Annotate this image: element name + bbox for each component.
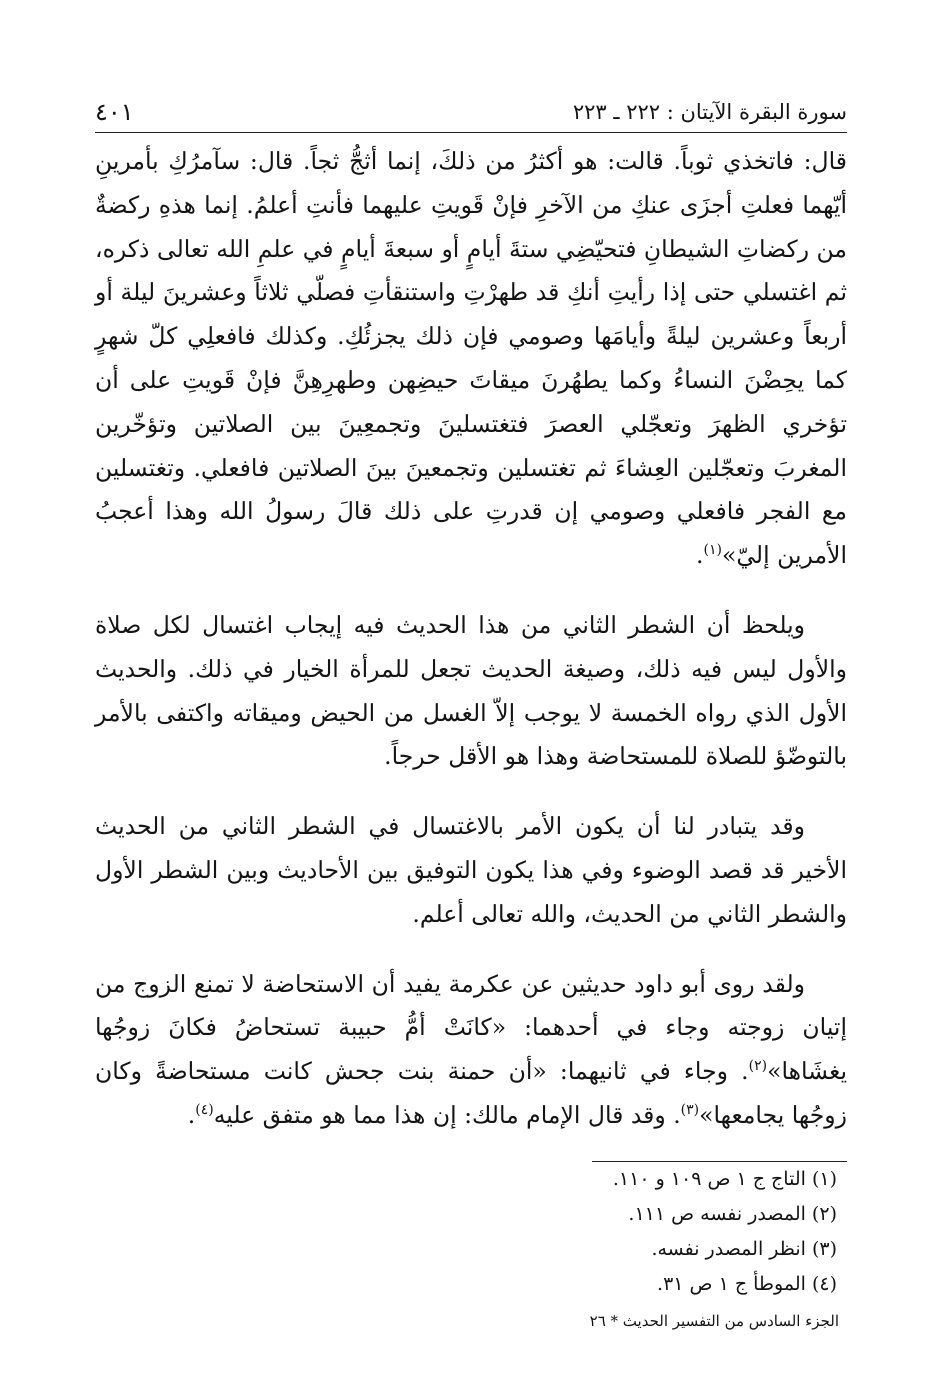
footnote-3: (٣) انظر المصدر نفسه.	[651, 1238, 837, 1261]
footnote-2: (٢) المصدر نفسه ص ١١١.	[628, 1203, 837, 1226]
footnote-marker-2: (٢)	[748, 1058, 768, 1075]
paragraph-1: ويلحظ أن الشطر الثاني من هذا الحديث فيه إيجاب اغتسال لكل صلاة والأول ليس فيه ذلك، وصيغة الحديث تجعل للمرأة الخيار في ذلك. والحديث الأول الذي رواه الخمسة لا يوجب إلاّ الغسل من الحيض وميقاته واكتفى بالأمر بالتوضّؤ للصلاة للمستحاضة وهذا هو الأقل حرجاً.	[95, 610, 847, 771]
footnote-marker-1: (١)	[703, 542, 722, 559]
paragraph-3	[95, 963, 847, 1138]
paragraph-3-part-2: . وجاء في ثانيهما: «أن حمنة بنت جحش كانت مستحاضةً وكان زوجُها يجامعها»	[95, 1057, 847, 1129]
footnote-1: (١) التاج ج ١ ص ١٠٩ و ١١٠.	[612, 1168, 837, 1191]
signature-line: الجزء السادس من التفسير الحديث * ٢٦	[589, 1312, 839, 1331]
quote-end: .	[696, 541, 704, 570]
running-title: سورة البقرة الآيتان : ٢٢٢ ـ ٢٢٣	[572, 100, 847, 124]
hadith-quote	[95, 140, 847, 578]
page-header	[95, 92, 847, 133]
paragraph-3-part-3: . وقد قال الإمام مالك: إن هذا مما هو متفق عليه	[213, 1100, 681, 1129]
page-number: ٤٠١	[95, 98, 134, 126]
quote-text: قال: فاتخذي ثوباً. قالت: هو أكثرُ من ذلكَ، إنما أثجُّ ثجاً. قال: سآمرُكِ بأمرينِ أيّهما فعلتِ أجزَى عنكِ من الآخرِ فإنْ قَويتِ عليهما فأنتِ أعلمُ. إنما هذهِ ركضةٌ من ركضاتِ الشيطانِ فتحيّضِي ستةَ أيامٍ أو سبعةَ أيامٍ في علمِ الله تعالى ذكره، ثم اغتسلي حتى إذا رأيتِ أنكِ قد طهرْتِ واستنقأتِ فصلّي ثلاثاً وعشرينَ ليلة أو أربعاً وعشرين ليلةً وأيامَها وصومي فإن ذلك يجزئُكِ. وكذلك فافعلِي كلّ شهرٍ كما يحِضْنَ النساءُ وكما يطهُرنَ ميقاتَ حيضِهن وطهرِهِنَّ فإنْ قَويتِ على أن تؤخري الظهرَ وتعجّلي العصرَ فتغتسلينَ وتجمعِينَ بين الصلاتين وتؤخّرين المغربَ وتعجّلين العِشاءَ ثم تغتسلين وتجمعينَ بينَ الصلاتين فافعلي. وتغتسلين مع الفجر فافعلي وصومي إن قدرتِ على ذلك قالَ رسولُ الله وهذا أعجبُ الأمرين إليّ»	[95, 147, 847, 570]
footnote-marker-3: (٣)	[680, 1102, 700, 1119]
paragraph-3-end: .	[187, 1100, 196, 1129]
footnote-marker-4: (٤)	[195, 1102, 214, 1119]
book-page	[95, 92, 847, 1330]
paragraph-2: وقد يتبادر لنا أن يكون الأمر بالاغتسال في الشطر الثاني من الحديث الأخير قد قصد الوضوء وفي هذا يكون التوفيق بين الأحاديث وبين الشطر الأول والشطر الثاني من الحديث، والله تعالى أعلم.	[95, 812, 847, 928]
paragraph-3-part-1: ولقد روى أبو داود حديثين عن عكرمة يفيد أن الاستحاضة لا تمنع الزوج من إتيان زوجته وجاء في أحدهما: «كانَتْ أمُّ حبيبة تستحاضُ فكانَ زوجُها يغشَاها»	[95, 969, 847, 1086]
footnote-4: (٤) الموطأ ج ١ ص ٣١.	[657, 1273, 837, 1296]
